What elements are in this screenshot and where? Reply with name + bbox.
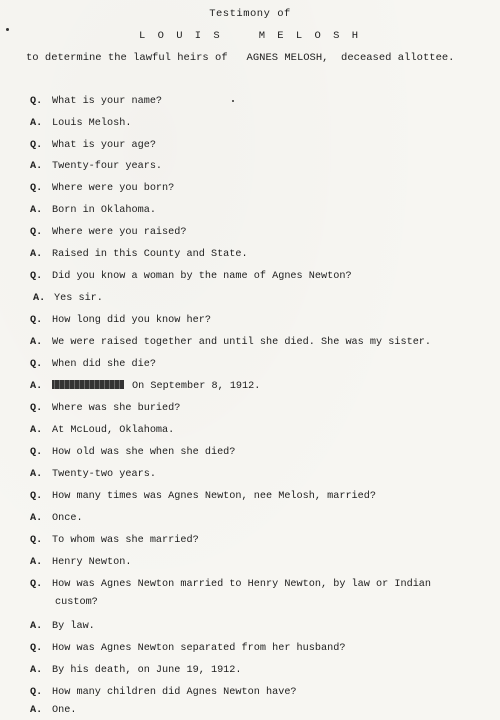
question-label: Q. bbox=[30, 227, 43, 238]
answer-label: A. bbox=[30, 469, 43, 480]
question-text: How many times was Agnes Newton, nee Melosh, married? bbox=[52, 491, 377, 502]
document-subject: to determine the lawful heirs of AGNES MELOSH, deceased allottee. bbox=[26, 52, 455, 64]
answer-text: We were raised together and until she died. She was my sister. bbox=[52, 337, 432, 348]
question-label: Q. bbox=[30, 447, 43, 458]
question-text: To whom was she married? bbox=[52, 535, 199, 546]
answer-label: A. bbox=[30, 425, 43, 436]
answer-text: Henry Newton. bbox=[52, 557, 132, 568]
answer-text: By his death, on June 19, 1912. bbox=[52, 665, 242, 676]
witness-name bbox=[0, 30, 500, 42]
answer-label: A. bbox=[30, 513, 43, 524]
question-label: Q. bbox=[30, 315, 43, 326]
answer-label: A. bbox=[30, 337, 43, 348]
answer-text: Twenty-two years. bbox=[52, 469, 156, 480]
question-text: How was Agnes Newton married to Henry Newton, by law or Indian bbox=[52, 579, 432, 590]
answer-label: A. bbox=[30, 381, 43, 392]
question-label: Q. bbox=[30, 96, 43, 107]
question-text: When did she die? bbox=[52, 359, 156, 370]
question-label: Q. bbox=[30, 579, 43, 590]
answer-label: A. bbox=[30, 621, 43, 632]
answer-text: Twenty-four years. bbox=[52, 161, 163, 172]
question-text: What is your name? bbox=[52, 96, 163, 107]
answer-text: One. bbox=[52, 705, 77, 716]
question-label: Q. bbox=[30, 183, 43, 194]
answer-text: At McLoud, Oklahoma. bbox=[52, 425, 175, 436]
question-text: What is your age? bbox=[52, 140, 156, 151]
question-text: How old was she when she died? bbox=[52, 447, 236, 458]
answer-label: A. bbox=[30, 205, 43, 216]
question-label: Q. bbox=[30, 491, 43, 502]
answer-label: A. bbox=[30, 665, 43, 676]
question-label: Q. bbox=[30, 403, 43, 414]
question-continuation: custom? bbox=[55, 597, 98, 608]
question-label: Q. bbox=[30, 535, 43, 546]
answer-label: A. bbox=[30, 249, 43, 260]
answer-text: On September 8, 1912. bbox=[132, 381, 261, 392]
answer-label: A. bbox=[33, 293, 46, 304]
answer-label: A. bbox=[30, 161, 43, 172]
answer-label: A. bbox=[30, 705, 43, 716]
witness-last-name: M E L O S H bbox=[258, 30, 362, 42]
answer-text: Once. bbox=[52, 513, 83, 524]
question-text: Did you know a woman by the name of Agnes Newton? bbox=[52, 271, 352, 282]
answer-label: A. bbox=[30, 557, 43, 568]
question-label: Q. bbox=[30, 140, 43, 151]
question-text: How was Agnes Newton separated from her husband? bbox=[52, 643, 346, 654]
question-label: Q. bbox=[30, 643, 43, 654]
answer-label: A. bbox=[30, 118, 43, 129]
question-text: Where was she buried? bbox=[52, 403, 181, 414]
stray-ink-mark bbox=[232, 100, 234, 102]
struck-out-text bbox=[52, 380, 124, 389]
question-label: Q. bbox=[30, 271, 43, 282]
answer-text: Yes sir. bbox=[54, 293, 103, 304]
question-text: How long did you know her? bbox=[52, 315, 211, 326]
question-text: Where were you raised? bbox=[52, 227, 187, 238]
witness-first-name: L O U I S bbox=[138, 30, 223, 42]
question-text: How many children did Agnes Newton have? bbox=[52, 687, 297, 698]
answer-text: By law. bbox=[52, 621, 95, 632]
document-title: Testimony of bbox=[209, 8, 291, 20]
answer-text: Raised in this County and State. bbox=[52, 249, 248, 260]
answer-text: Louis Melosh. bbox=[52, 118, 132, 129]
question-label: Q. bbox=[30, 687, 43, 698]
answer-text-with-strikeout bbox=[52, 380, 260, 393]
question-label: Q. bbox=[30, 359, 43, 370]
question-text: Where were you born? bbox=[52, 183, 175, 194]
answer-text: Born in Oklahoma. bbox=[52, 205, 156, 216]
